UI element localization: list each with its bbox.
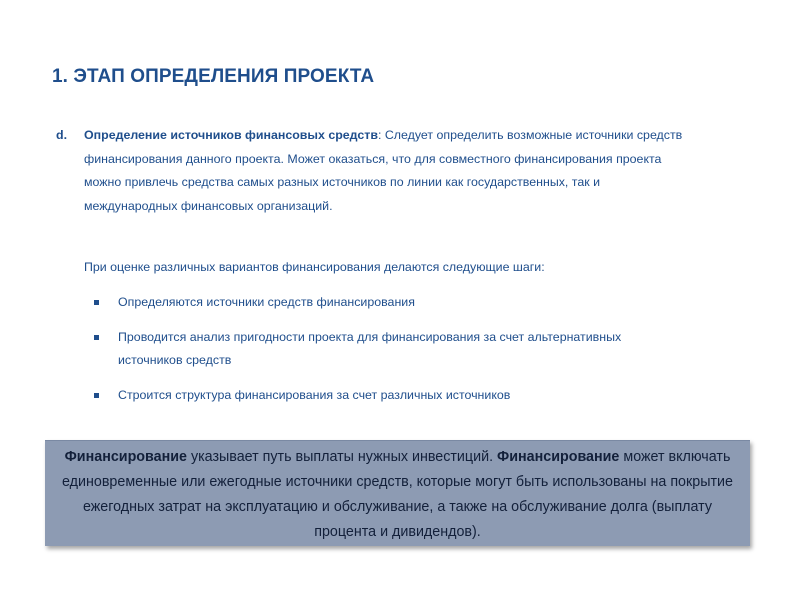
section-body bbox=[84, 124, 696, 218]
list-item bbox=[92, 291, 652, 314]
definition-callout bbox=[45, 440, 750, 546]
square-bullet-icon bbox=[94, 393, 99, 398]
section-term: Определение источников финансовых средств bbox=[84, 128, 378, 142]
list-item bbox=[92, 384, 652, 407]
callout-term-2: Финансирование bbox=[497, 449, 620, 465]
callout-text-1: указывает путь выплаты нужных инвестиций. bbox=[186, 449, 498, 465]
steps-list bbox=[92, 291, 652, 407]
square-bullet-icon bbox=[94, 300, 99, 305]
step-text: Строится структура финансирования за счет различных источников bbox=[118, 388, 511, 402]
callout-term-1: Финансирование bbox=[64, 449, 187, 465]
section-text: : Следует определить возможные источники средств финансирования данного проекта. Может оказаться, что для совместного финансирования проекта можно привлечь средства самых разных источников по линии как государственных, так и международных финансовых организаций. bbox=[84, 128, 683, 213]
page-title: 1. ЭТАП ОПРЕДЕЛЕНИЯ ПРОЕКТА bbox=[52, 66, 375, 87]
callout-text-2: может включать единовременные или ежегодные источники средств, которые могут быть использованы на покрытие ежегодных затрат на эксплуатацию и обслуживание, а также на обслуживание долга (выплату процента и дивидендов). bbox=[62, 449, 733, 540]
list-item bbox=[92, 326, 652, 372]
square-bullet-icon bbox=[94, 335, 99, 340]
steps-intro: При оценке различных вариантов финансирования делаются следующие шаги: bbox=[84, 260, 545, 274]
step-text: Проводится анализ пригодности проекта для финансирования за счет альтернативных источников средств bbox=[118, 330, 622, 367]
step-text: Определяются источники средств финансирования bbox=[118, 295, 415, 309]
section-d bbox=[56, 124, 696, 218]
list-marker: d. bbox=[56, 128, 68, 142]
